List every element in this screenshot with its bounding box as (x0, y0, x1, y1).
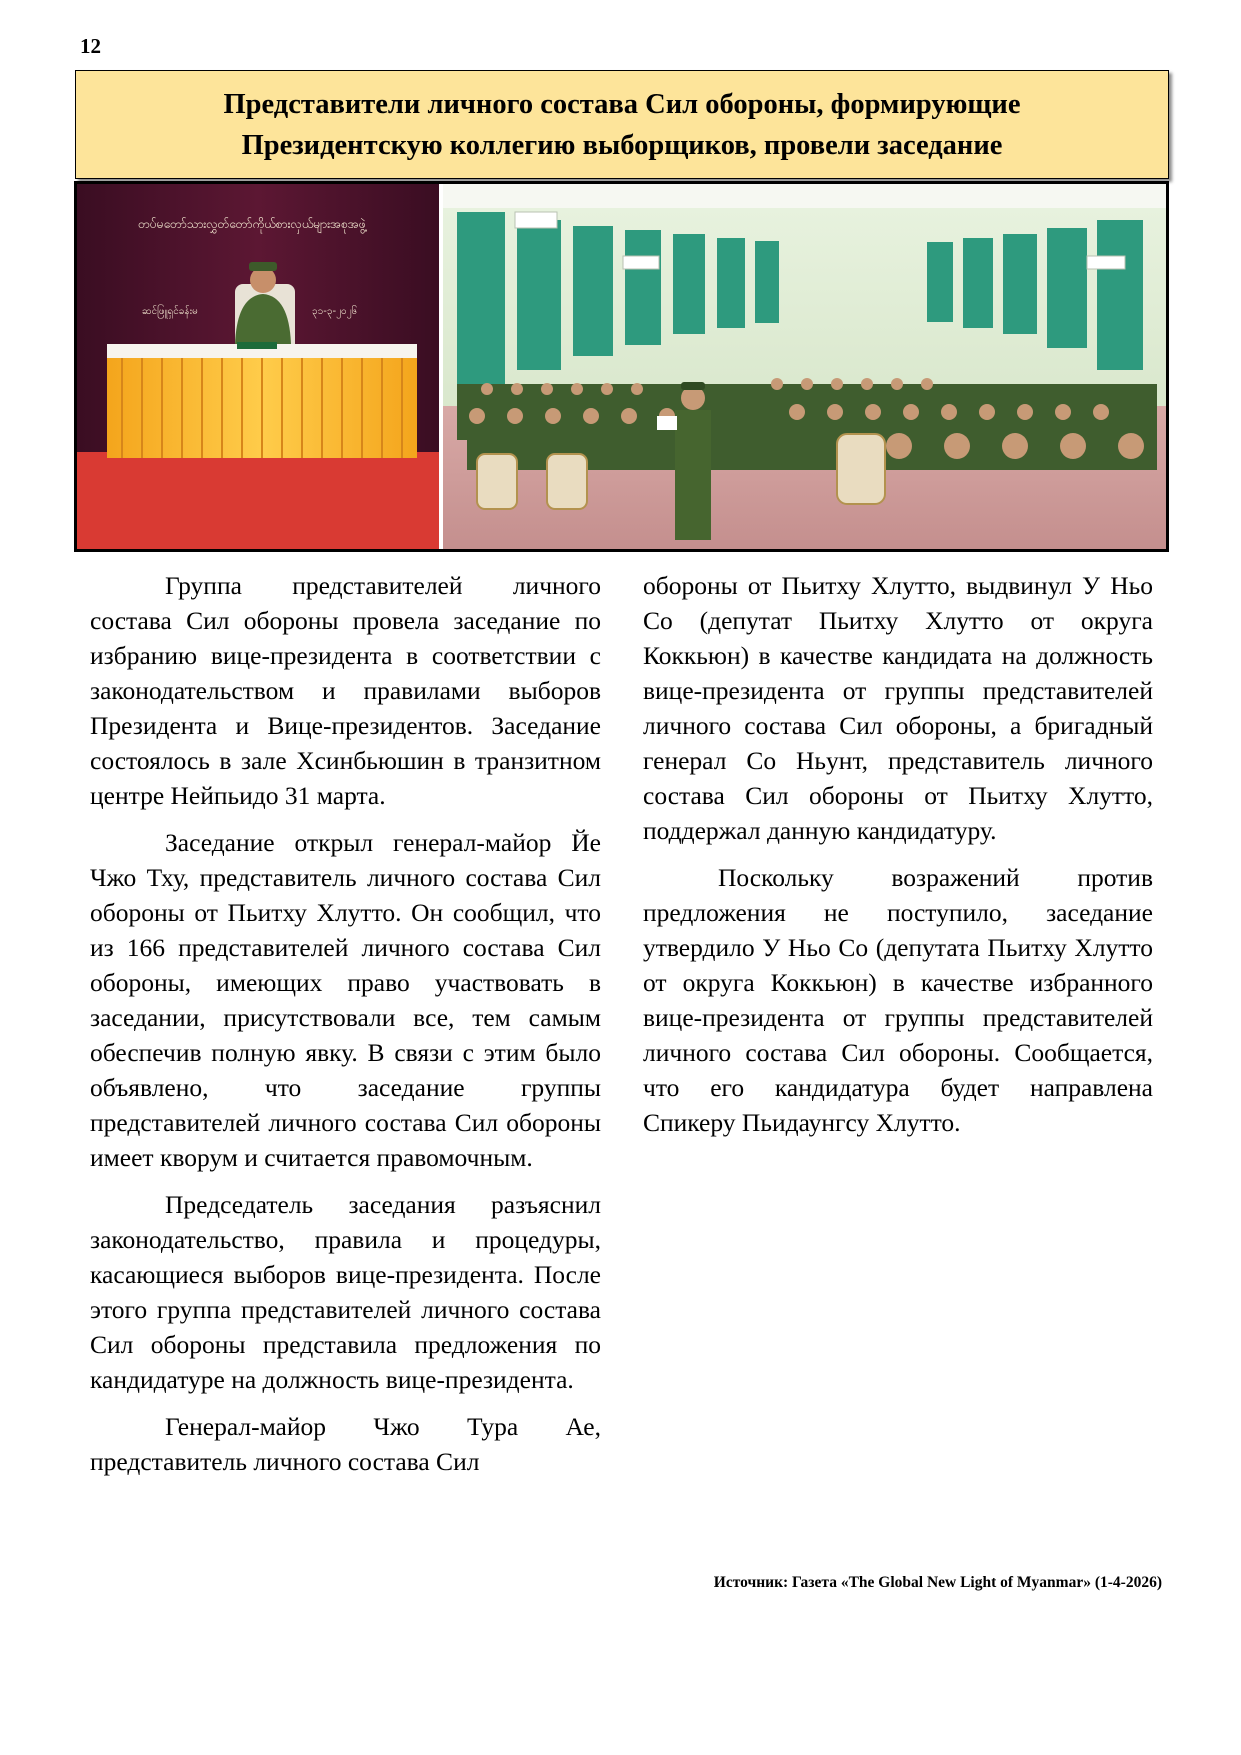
article-column-right (643, 568, 1153, 1152)
backdrop-date: ၃၁-၃-၂၀၂၆ (312, 306, 358, 317)
article-paragraph-continued: обороны от Пьитху Хлутто, выдвинул У Ньо Со (депутат Пьитху Хлутто от округа Коккьюн) в качестве кандидата на должность вице-президента от группы представителей личного состава Сил обороны, а бригадный генерал Со Ньунт, представитель личного состава Сил обороны от Пьитху Хлутто, поддержал данную кандидатуру. (643, 571, 1153, 845)
article-paragraph: Генерал-майор Чжо Тура Ае, представитель личного состава Сил (90, 1412, 601, 1476)
article-paragraph: Поскольку возражений против предложения не поступило, заседание утвердило У Ньо Со (депутата Пьитху Хлутто от округа Коккьюн) в качестве избранного вице-президента от группы представителей личного состава Сил обороны. Сообщается, что его кандидатура будет направлена Спикеру Пьидаунгсу Хлутто. (643, 863, 1153, 1137)
backdrop-place: ဆင်ဖြူရှင်ခန်းမ (142, 306, 198, 317)
article-column-left (90, 568, 601, 1491)
headline-line-2: Президентскую коллегию выборщиков, провели заседание (241, 129, 1003, 161)
backdrop-caption: တပ်မတော်သားလွှတ်တော်ကိုယ်စားလှယ်များအစုအဖွဲ့ (138, 217, 366, 231)
photo-right-hall (443, 184, 1166, 549)
headline-box (75, 70, 1169, 179)
headline-line-1: Представители личного состава Сил обороны, формирующие (223, 88, 1021, 120)
source-citation: Источник: Газета «The Global New Light of Myanmar» (1-4-2026) (713, 1574, 1162, 1591)
photo-left-speaker (77, 184, 439, 549)
article-paragraph: Группа представителей личного состава Сил обороны провела заседание по избранию вице-президента в соответствии с законодательством и правилами выборов Президента и Вице-президентов. Заседание состоялось в зале Хсинбьюшин в транзитном центре Нейпьидо 31 марта. (90, 571, 601, 810)
page-number: 12 (80, 34, 101, 58)
article-paragraph: Председатель заседания разъяснил законодательство, правила и процедуры, касающиеся выборов вице-президента. После этого группа представителей личного состава Сил обороны представила предложения по кандидатуре на должность вице-президента. (90, 1190, 601, 1394)
article-paragraph: Заседание открыл генерал-майор Йе Чжо Тху, представитель личного состава Сил обороны от Пьитху Хлутто. Он сообщил, что из 166 представителей личного состава Сил обороны, имеющих право участвовать в заседании, присутствовали все, тем самым обеспечив полную явку. В связи с этим было объявлено, что заседание группы представителей личного состава Сил обороны имеет кворум и считается правомочным. (90, 828, 601, 1172)
meeting-photo (74, 181, 1169, 552)
